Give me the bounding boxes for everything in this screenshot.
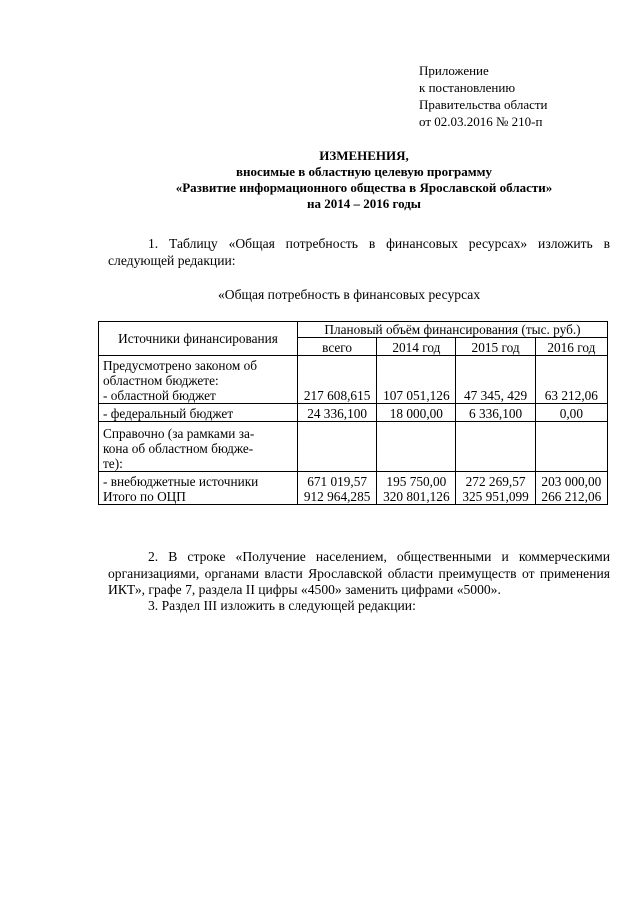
label-line: Справочно (за рамками за-	[103, 426, 255, 441]
table-row	[99, 422, 608, 472]
value: 272 269,57	[465, 474, 526, 489]
financing-table	[98, 321, 608, 505]
appendix-line: от 02.03.2016 № 210-п	[419, 114, 543, 129]
appendix-line: Правительства области	[419, 97, 548, 112]
value: 671 019,57	[307, 474, 368, 489]
row-label	[99, 356, 298, 404]
row-label	[99, 472, 298, 505]
appendix-line: Приложение	[419, 63, 489, 78]
label-line: областном бюджете:	[103, 373, 219, 388]
cell-2014: 18 000,00	[377, 404, 456, 422]
value: 195 750,00	[386, 474, 447, 489]
label-line: те):	[103, 456, 123, 471]
table-row	[99, 404, 608, 422]
cell-empty	[456, 422, 535, 472]
header-plan: Плановый объём финансирования (тыс. руб.)	[298, 322, 608, 338]
value: 266 212,06	[541, 489, 602, 504]
title-line: на 2014 – 2016 годы	[307, 196, 421, 211]
cell-total: 24 336,100	[298, 404, 377, 422]
label-line: кона об областном бюдже-	[103, 441, 254, 456]
header-2014: 2014 год	[377, 338, 456, 356]
header-total: всего	[298, 338, 377, 356]
table-header-row	[99, 322, 608, 338]
table-row	[99, 472, 608, 505]
header-2015: 2015 год	[456, 338, 535, 356]
label-line: Итого по ОЦП	[103, 489, 186, 504]
cell-total	[298, 472, 377, 505]
cell-2015: 47 345, 429	[456, 356, 535, 404]
title-line: вносимые в областную целевую программу	[235, 164, 492, 179]
cell-2014: 107 051,126	[377, 356, 456, 404]
value: 325 951,099	[462, 489, 529, 504]
document-title	[100, 148, 628, 212]
cell-total: 217 608,615	[298, 356, 377, 404]
label-line: - внебюджетные источники	[103, 474, 259, 489]
row-label	[99, 422, 298, 472]
title-line: «Развитие информационного общества в Ярославской области»	[175, 180, 553, 195]
appendix-block	[419, 62, 548, 130]
cell-empty	[298, 422, 377, 472]
table-row	[99, 356, 608, 404]
appendix-line: к постановлению	[419, 80, 516, 95]
cell-empty	[535, 422, 607, 472]
value: 912 964,285	[303, 489, 371, 504]
label-line: Предусмотрено законом об	[103, 358, 258, 373]
title-line: ИЗМЕНЕНИЯ,	[319, 148, 409, 163]
cell-2016: 0,00	[535, 404, 607, 422]
value: 320 801,126	[383, 489, 450, 504]
cell-empty	[377, 422, 456, 472]
value: 203 000,00	[541, 474, 602, 489]
cell-2016: 63 212,06	[535, 356, 607, 404]
paragraph-3: 3. Раздел III изложить в следующей редакции:	[148, 598, 416, 613]
header-2016: 2016 год	[535, 338, 607, 356]
cell-2015: 6 336,100	[456, 404, 535, 422]
cell-2016	[535, 472, 607, 505]
cell-2015	[456, 472, 535, 505]
table-caption: «Общая потребность в финансовых ресурсах	[218, 287, 481, 302]
cell-2014	[377, 472, 456, 505]
row-label: - федеральный бюджет	[99, 404, 298, 422]
paragraph-1: 1. Таблицу «Общая потребность в финансовых ресурсах» изложить в следующей редакции:	[108, 236, 610, 268]
label-line: - областной бюджет	[103, 388, 216, 403]
paragraph-2: 2. В строке «Получение населением, общественными и коммерческими организациями, органами власти Ярославской области преимуществ от применения ИКТ», графе 7, раздела II цифры «4500» заменить цифрами «5000».	[108, 549, 610, 597]
header-sources: Источники финансирования	[99, 322, 298, 356]
